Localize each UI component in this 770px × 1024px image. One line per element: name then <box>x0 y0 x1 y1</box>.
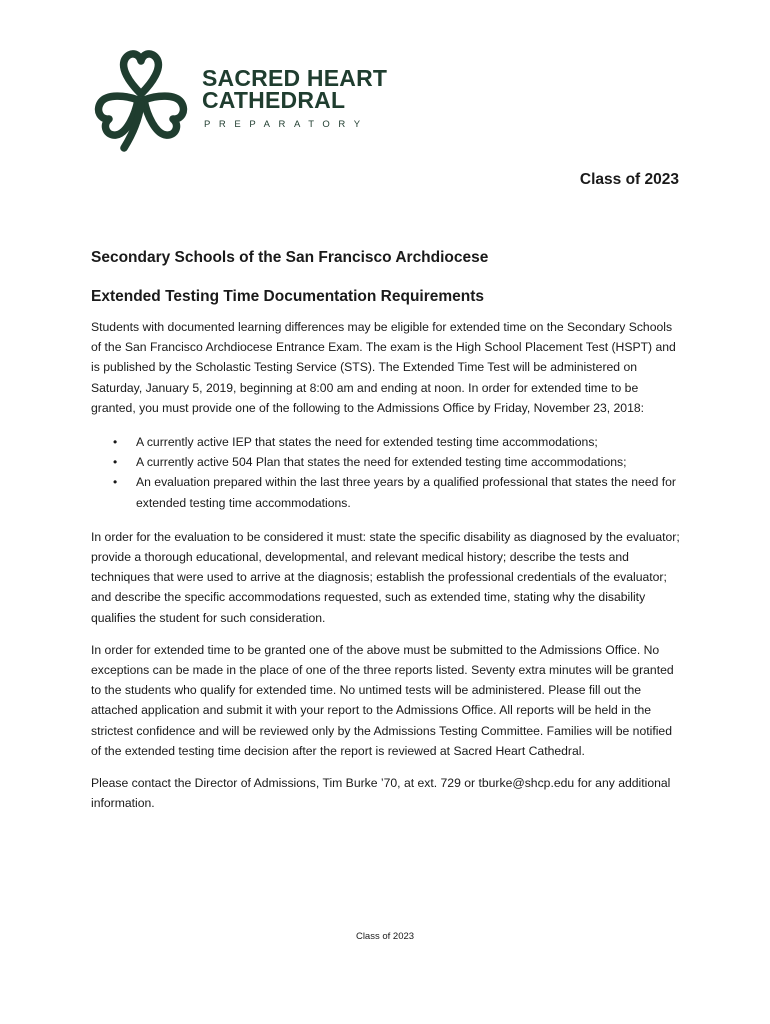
list-item <box>91 452 683 472</box>
list-item <box>91 432 683 452</box>
logo-wordmark <box>202 67 387 130</box>
list-item-text: An evaluation prepared within the last three years by a qualified professional that states the need for extended testing time accommodations. <box>136 475 676 510</box>
bullet-icon: • <box>113 455 118 470</box>
logo-line-1: SACRED HEART <box>202 65 388 91</box>
school-logo <box>92 48 392 156</box>
list-item-text: A currently active IEP that states the need for extended testing time accommodations; <box>136 435 598 450</box>
document-heading-archdiocese: Secondary Schools of the San Francisco Archdiocese <box>91 249 489 266</box>
logo-line-2: CATHEDRAL <box>202 87 346 113</box>
class-year-label: Class of 2023 <box>579 171 679 188</box>
list-item <box>91 472 683 512</box>
submission-paragraph: In order for extended time to be granted one of the above must be submitted to the Admissions Office. No exceptions can be made in the place of one of the three reports listed. Seventy extra minutes will be granted to the students who qualify for extended time. No untimed tests will be administered. Please fill out the attached application and submit it with your report to the Admissions Office. All reports will be held in the strictest confidence and will be reviewed only by the Admissions Testing Committee. Families will be notified of the extended testing time decision after the report is reviewed at Sacred Heart Cathedral. <box>91 642 674 758</box>
bullet-icon: • <box>113 435 118 450</box>
logo-subtitle: PREPARATORY <box>204 119 369 130</box>
list-item-text: A currently active 504 Plan that states the need for extended testing time accommodations; <box>136 455 627 470</box>
contact-paragraph: Please contact the Director of Admissions, Tim Burke ’70, at ext. 729 or tburke@shcp.edu for any additional information. <box>91 776 671 811</box>
document-body <box>91 248 683 813</box>
requirements-list <box>91 432 683 513</box>
shamrock-icon <box>92 48 190 154</box>
bullet-icon: • <box>113 475 118 490</box>
evaluation-paragraph: In order for the evaluation to be considered it must: state the specific disability as diagnosed by the evaluator; provide a thorough educational, developmental, and relevant medical history; describe the tests and techniques that were used to arrive at the diagnosis; establish the professional credentials of the evaluator; and describe the specific accommodations requested, such as extended time, stating why the disability qualifies the student for such consideration. <box>91 529 680 625</box>
intro-paragraph: Students with documented learning differences may be eligible for extended time on the Secondary Schools of the San Francisco Archdiocese Entrance Exam. The exam is the High School Placement Test (HSPT) and is published by the Scholastic Testing Service (STS). The Extended Time Test will be administered on Saturday, January 5, 2019, beginning at 8:00 am and ending at noon. In order for extended time to be granted, you must provide one of the following to the Admissions Office by Friday, November 23, 2018: <box>91 320 676 415</box>
page-footer: Class of 2023 <box>355 931 415 942</box>
document-heading-requirements: Extended Testing Time Documentation Requirements <box>91 288 485 305</box>
